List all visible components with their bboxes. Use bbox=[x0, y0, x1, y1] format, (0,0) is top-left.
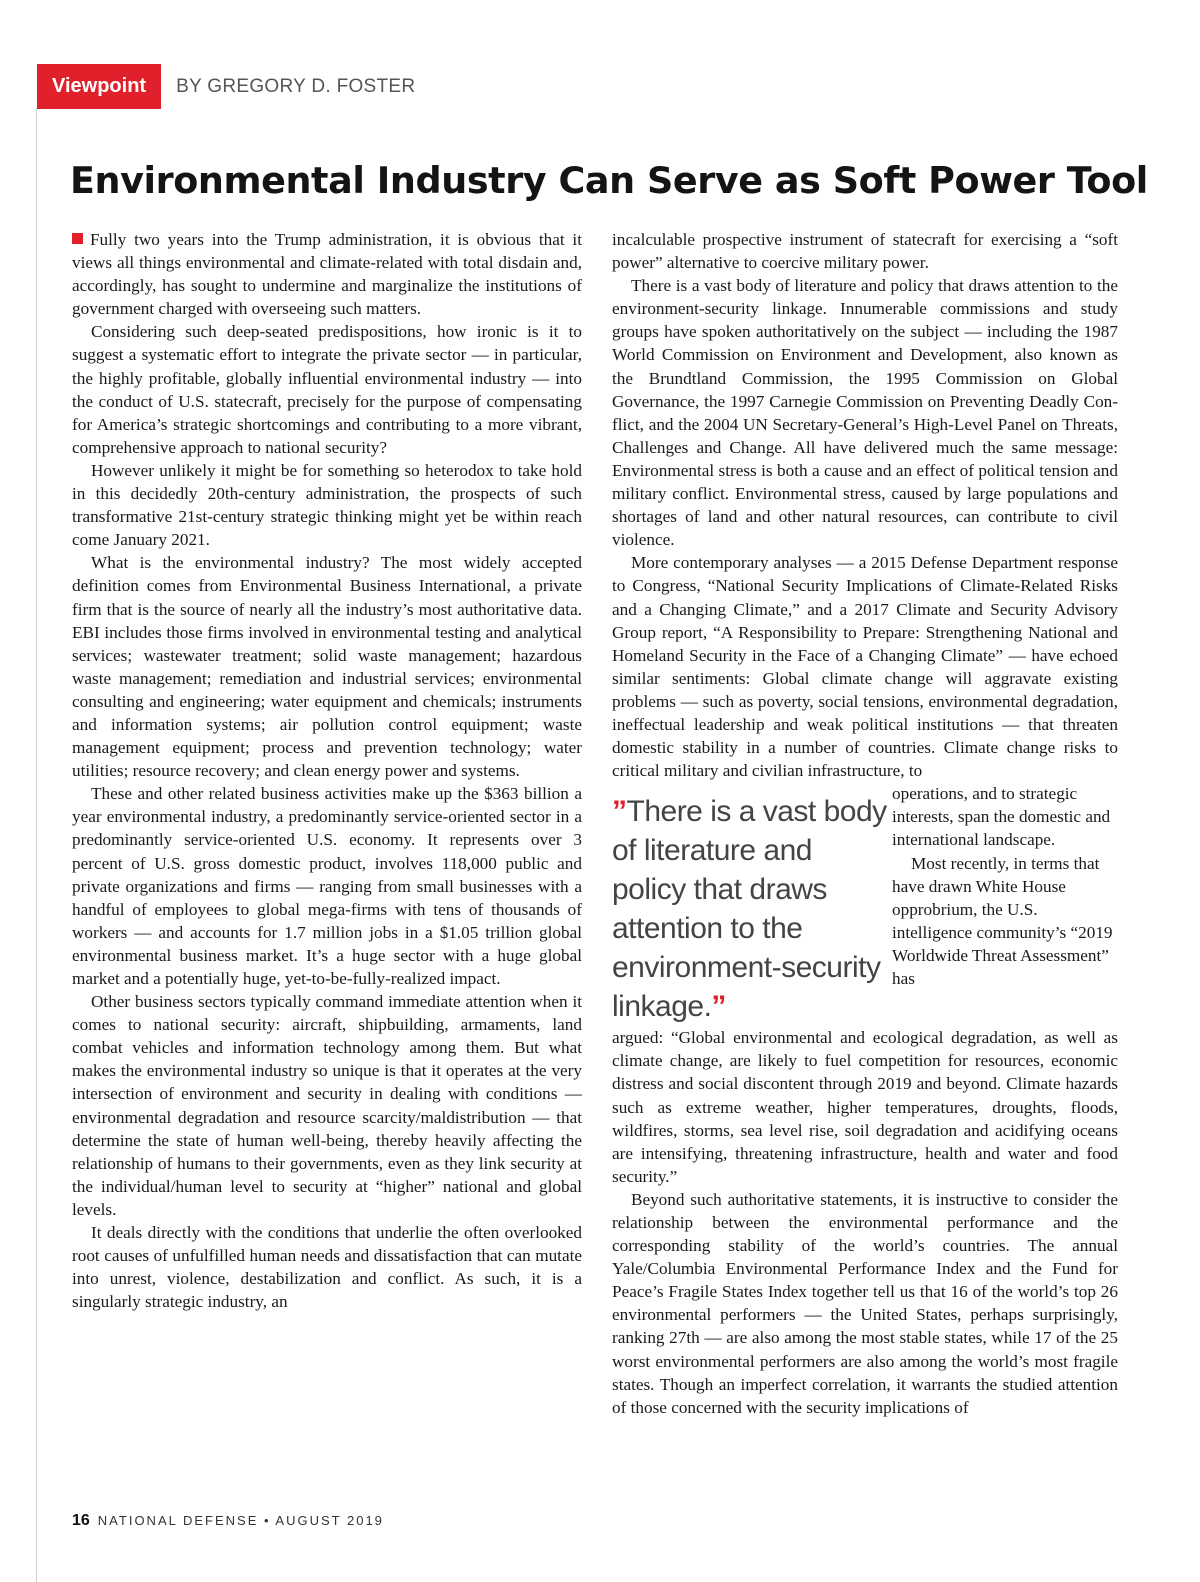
paragraph: Beyond such authoritative statements, it is instructive to consider the relationship between the environmental performance and the corresponding stability of the world’s countries. The annual Yale/Columbia Environmental Performance Index and the Fund for Peace’s Fragile States Index together tell us that 16 of the world’s top 26 environmental performers — the United States, perhaps surprisingly, ranking 27th — are also among the most stable states, while 17 of the 25 worst environmental performers are also among the world’s most fragile states. Though an imperfect correlation, it warrants the studied attention of those concerned with the security implications of bbox=[612, 1189, 1118, 1417]
quote-close-mark: ” bbox=[711, 990, 726, 1024]
right-column bbox=[612, 228, 1118, 1419]
pull-quote-block bbox=[612, 782, 1118, 1026]
left-column bbox=[72, 228, 582, 1313]
pull-quote-side-text bbox=[892, 782, 1118, 1026]
pull-quote bbox=[612, 782, 892, 1026]
paragraph: What is the environmental industry? The most widely accepted definition comes from Environmental Business International, a private firm that is the source of nearly all the industry’s most authoritative data. EBI includes those firms involved in environmental testing and analytical services; wastewater treatment; solid waste management; hazardous waste management; remediation and industrial services; environmental consulting and engineering; water equipment and chemicals; instruments and information systems; air pollution control equipment; waste management equipment; process and prevention technology; water utilities; resource recovery; and clean energy power and systems. bbox=[72, 553, 582, 781]
paragraph: Most recently, in terms that have drawn White House opprobrium, the U.S. intelligence community’s “2019 Worldwide Threat Assessment” has bbox=[892, 853, 1113, 988]
pull-quote-text: There is a vast body of literature and policy that draws attention to the environment-security linkage. bbox=[612, 795, 887, 1024]
paragraph: Other business sectors typically command immediate attention when it comes to national security: aircraft, shipbuilding, armaments, land combat vehicles and information technology among them. But what makes the environmental industry so unique is that it operates at the very intersection of environment and security in dealing with conditions — environmental degradation and resource scarcity/maldistribution — that determine the state of human well-being, thereby heavily affecting the relationship of humans to their governments, even as they link security at the individual/human level to security at “higher” national and global levels. bbox=[72, 992, 582, 1219]
paragraph: These and other related business activities make up the $363 billion a year environmental industry, a predominantly service-oriented sector in a predominantly service-oriented U.S. economy. It represents over 3 percent of U.S. gross domestic product, involves 118,000 public and private organizations and firms — ranging from small businesses with a handful of employees to global mega-firms with tens of thousands of workers — and accounts for 1.7 million jobs in a $1.05 trillion global environmental business market. It’s a huge sector with a huge global market and a potentially huge, yet-to-be-fully-realized impact. bbox=[72, 784, 582, 988]
page-number: 16 bbox=[72, 1512, 90, 1529]
section-header bbox=[37, 64, 415, 109]
paragraph: operations, and to strategic interests, span the domestic and international landscape. bbox=[892, 784, 1111, 850]
bullet-square-icon bbox=[72, 233, 83, 244]
section-label: Viewpoint bbox=[37, 64, 161, 109]
page-margin-rule bbox=[36, 108, 37, 1582]
paragraph: argued: “Global environmental and ecological degradation, as well as climate change, are likely to fuel competition for resources, economic distress and social discontent through 2019 and beyond. Climate hazards such as extreme weather, higher temperatures, droughts, floods, wildfires, storms, sea level rise, soil degradation and acidifying oceans are intensifying, threatening infrastructure, health and water and food security.” bbox=[612, 1028, 1118, 1186]
byline: BY GREGORY D. FOSTER bbox=[176, 75, 416, 97]
paragraph: incalculable prospective instrument of statecraft for exercising a “soft power” alternative to coercive military power. bbox=[612, 230, 1118, 273]
page-footer bbox=[72, 1512, 384, 1530]
article-title: Environmental Industry Can Serve as Soft Power Tool bbox=[70, 159, 1148, 202]
paragraph: Considering such deep-seated predispositions, how ironic is it to suggest a systematic effort to integrate the private sector — in particular, the highly profitable, globally influential environmental industry — into the conduct of U.S. statecraft, precisely for the purpose of compensating for America’s strategic shortcomings and contributing to a more vibrant, comprehensive approach to national security? bbox=[72, 322, 582, 457]
quote-open-mark: ” bbox=[612, 795, 627, 829]
paragraph: However unlikely it might be for something so heterodox to take hold in this decidedly 20th-century administration, the prospects of such transformative 21st-century strategic thinking might yet be within reach come January 2021. bbox=[72, 460, 582, 550]
publication-info: NATIONAL DEFENSE • AUGUST 2019 bbox=[97, 1513, 384, 1528]
paragraph: It deals directly with the conditions that underlie the often overlooked root causes of unfulfilled human needs and dissatisfaction that can mutate into unrest, violence, destabilization and conflict. As such, it is a singularly strategic industry, an bbox=[72, 1223, 582, 1312]
paragraph bbox=[72, 228, 582, 320]
paragraph-text: Fully two years into the Trump administration, it is obvious that it views all things environmental and climate-related with total disdain and, accordingly, has sought to undermine and marginalize the institutions of government charged with overseeing such matters. bbox=[72, 230, 582, 319]
paragraph: More contemporary analyses — a 2015 Defense Department response to Congress, “National Security Implications of Climate-Related Risks and a Changing Climate,” and a 2017 Climate and Security Advisory Group report, “A Responsibility to Prepare: Strengthening National and Homeland Security in the Face of a Changing Climate” — have echoed similar sentiments: Global climate change will aggravate existing problems — such as poverty, social tensions, environmental degradation, ineffectual leadership and weak political institutions — that threaten domestic stability in a number of countries. Climate change risks to critical military and civilian infrastructure, to bbox=[612, 553, 1118, 781]
paragraph: There is a vast body of literature and policy that draws attention to the environment-security linkage. Innumerable commissions and study groups have spoken authoritatively on the subject — including the 1987 World Commission on Environment and Development, also known as the Brundtland Commission, the 1995 Commission on Global Governance, the 1997 Carnegie Commission on Preventing Deadly Conflict, and the 2004 UN Secretary-General’s High-Level Panel on Threats, Challenges and Change. All have delivered much the same message: Environmental stress is both a cause and an effect of political tension and military conflict. Environmental stress, caused by large populations and shortages of land and other natural resources, can contribute to civil violence. bbox=[612, 276, 1118, 550]
